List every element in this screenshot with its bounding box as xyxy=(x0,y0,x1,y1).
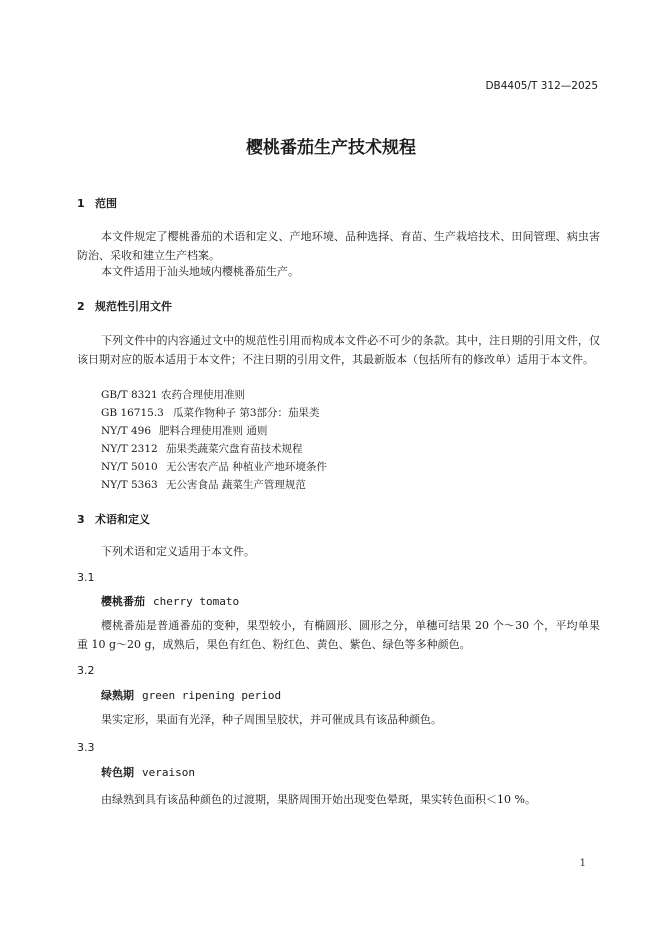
section-number: 1 xyxy=(77,197,85,210)
reference-title: 无公害食品 蔬菜生产管理规范 xyxy=(166,479,306,491)
references-intro: 下列文件中的内容通过文中的规范性引用而构成本文件必不可少的条款。其中，注日期的引用文件，仅该日期对应的版本适用于本文件；不注日期的引用文件，其最新版本（包括所有的修改单）适用于本文件。 xyxy=(77,334,600,366)
scope-paragraph: 本文件规定了樱桃番茄的术语和定义、产地环境、品种选择、育苗、生产栽培技术、田间管理、病虫害防治、采收和建立生产档案。 xyxy=(77,230,600,262)
section-number: 3 xyxy=(77,513,85,526)
reference-code: GB/T 8321 xyxy=(101,389,158,401)
section-heading-references xyxy=(77,298,172,314)
section-title: 范围 xyxy=(95,197,117,210)
section-number: 2 xyxy=(77,300,85,313)
reference-title: 农药合理使用准则 xyxy=(161,389,245,401)
reference-item xyxy=(101,441,303,456)
term-english: green ripening period xyxy=(142,689,282,702)
terms-intro: 下列术语和定义适用于本文件。 xyxy=(101,545,255,558)
term-english: veraison xyxy=(142,766,195,779)
standard-number: DB4405/T 312—2025 xyxy=(485,80,598,92)
term-number: 3.3 xyxy=(77,741,95,754)
reference-title: 无公害农产品 种植业产地环境条件 xyxy=(166,461,327,473)
reference-code: GB 16715.3 xyxy=(101,407,164,419)
reference-title: 肥料合理使用准则 通则 xyxy=(159,425,268,437)
term-definition: 由绿熟到具有该品种颜色的过渡期，果脐周围开始出现变色晕斑，果实转色面积＜10 %。 xyxy=(101,793,536,806)
term-number: 3.2 xyxy=(77,664,95,677)
section-title: 规范性引用文件 xyxy=(95,300,172,313)
reference-code: NY/T 5363 xyxy=(101,479,158,491)
section-title: 术语和定义 xyxy=(95,513,150,526)
term-number: 3.1 xyxy=(77,571,95,584)
term-definition: 樱桃番茄是普通番茄的变种，果型较小，有椭圆形、圆形之分，单穗可结果 20 个～30 个，平均单果重 10 g～20 g，成熟后，果色有红色、粉红色、黄色、紫色、绿色等多种颜色。 xyxy=(77,619,600,651)
term-entry xyxy=(101,687,281,703)
term-entry xyxy=(101,764,195,780)
term-english: cherry tomato xyxy=(153,595,240,608)
document-title: 樱桃番茄生产技术规程 xyxy=(246,138,416,158)
scope-paragraph: 本文件适用于汕头地域内樱桃番茄生产。 xyxy=(101,265,299,278)
reference-item xyxy=(101,405,320,420)
reference-title: 瓜菜作物种子 第3部分：茄果类 xyxy=(173,407,320,419)
reference-code: NY/T 5010 xyxy=(101,461,158,473)
term-entry xyxy=(101,593,239,609)
reference-item xyxy=(101,459,327,474)
reference-code: NY/T 2312 xyxy=(101,443,158,455)
reference-item xyxy=(101,477,306,492)
reference-item xyxy=(101,387,245,402)
term-definition: 果实定形，果面有光泽，种子周围呈胶状，并可催成具有该品种颜色。 xyxy=(101,713,442,726)
term-chinese: 绿熟期 xyxy=(101,689,134,702)
reference-title: 茄果类蔬菜穴盘育苗技术规程 xyxy=(166,443,303,455)
section-heading-terms xyxy=(77,511,150,527)
term-chinese: 转色期 xyxy=(101,766,134,779)
term-chinese: 樱桃番茄 xyxy=(101,595,145,608)
section-heading-scope xyxy=(77,195,117,211)
reference-code: NY/T 496 xyxy=(101,425,152,437)
reference-item xyxy=(101,423,267,438)
page-number: 1 xyxy=(579,858,586,869)
